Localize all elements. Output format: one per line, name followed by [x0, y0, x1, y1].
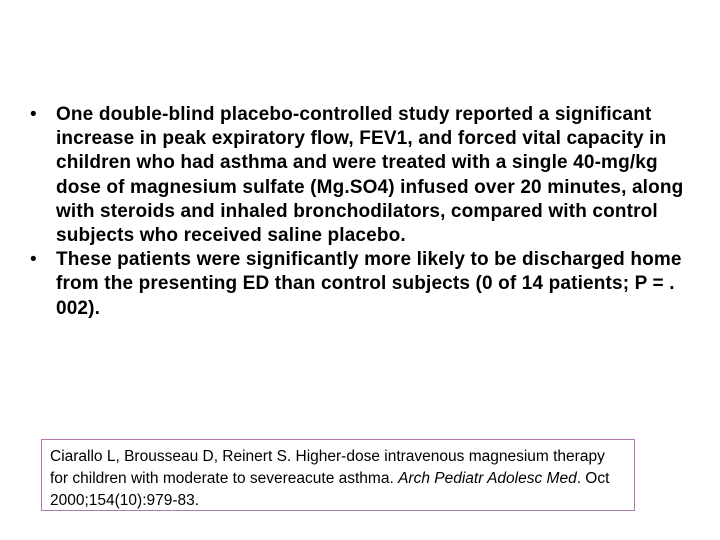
bullet-marker: •: [30, 249, 37, 271]
bullet-item-study: [30, 103, 690, 248]
bullet-text: These patients were significantly more likely to be discharged home from the presenting ED than control subjects (0 of 14 patients; P = . 002).: [56, 249, 682, 319]
bullet-list: [30, 103, 690, 321]
bullet-marker: •: [30, 104, 37, 125]
reference-journal: Arch Pediatr Adolesc Med: [398, 470, 577, 487]
bullet-item-discharge: [30, 248, 690, 321]
bullet-text: One double-blind placebo-controlled study reported a significant increase in peak expiratory flow, FEV1, and forced vital capacity in children who had asthma and were treated with a single 40-mg/kg dose of magnesium sulfate (Mg.SO4) infused over 20 minutes, along with steroids and inhaled bronchodilators, compared with control subjects who received saline placebo.: [56, 104, 684, 247]
reference-citation: . Oct 2000;154(10):979-83.: [50, 470, 610, 509]
reference-authors-title: Ciarallo L, Brousseau D, Reinert S. Higher-dose intravenous magnesium therapy for children with moderate to severeacute asthma.: [50, 448, 605, 487]
reference-box: [41, 439, 635, 511]
